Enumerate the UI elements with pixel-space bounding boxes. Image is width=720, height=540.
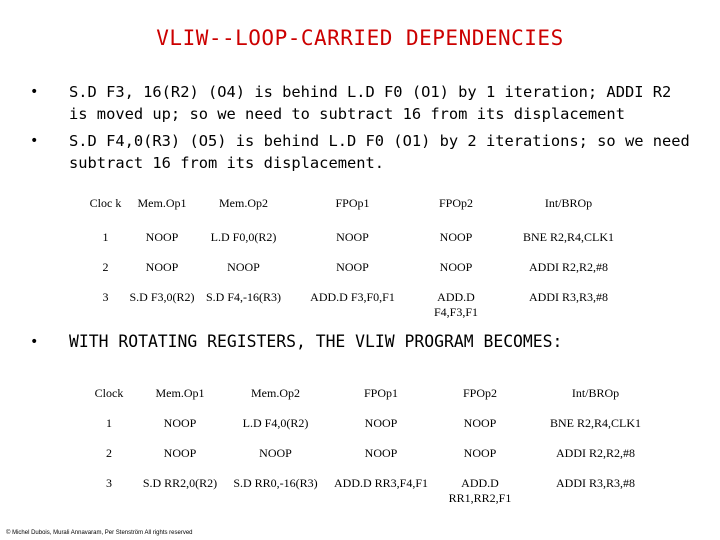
header-cell: Cloc k bbox=[89, 196, 122, 210]
schedule-table-rotating bbox=[84, 386, 668, 522]
table-row bbox=[84, 260, 640, 290]
header-cell: FPOp2 bbox=[462, 386, 497, 400]
header-cell: FPOp1 bbox=[335, 196, 370, 210]
table-cell: ADDI R2,R2,#8 bbox=[528, 260, 608, 274]
table-cell: ADDI R2,R2,#8 bbox=[555, 446, 635, 460]
table-cell: L.D F4,0(R2) bbox=[242, 416, 309, 430]
table-cell: 1 bbox=[106, 416, 112, 430]
table-cell: ADD.D RR3,F4,F1 bbox=[333, 476, 429, 490]
slide-title: VLIW--LOOP-CARRIED DEPENDENCIES bbox=[156, 26, 564, 50]
table-row bbox=[84, 416, 668, 446]
table-row bbox=[84, 446, 668, 476]
header-cell: Int/BROp bbox=[571, 386, 620, 400]
header-cell: Mem.Op1 bbox=[155, 386, 205, 400]
table-header-row bbox=[84, 196, 640, 230]
table-cell: ADD.D F4,F3,F1 bbox=[433, 290, 479, 319]
bullet-2 bbox=[30, 130, 690, 174]
table-cell: NOOP bbox=[145, 260, 179, 274]
bullet-2-text: S.D F4,0(R3) (O5) is behind L.D F0 (O1) by 2 iterations; so we need subtract 16 from its displacement. bbox=[69, 132, 690, 172]
table-cell: ADDI R3,R3,#8 bbox=[528, 290, 608, 304]
table-cell: 2 bbox=[106, 446, 112, 460]
header-cell: Mem.Op2 bbox=[219, 196, 268, 210]
table-cell: NOOP bbox=[463, 416, 497, 430]
table-row bbox=[84, 476, 668, 522]
header-cell: FPOp1 bbox=[363, 386, 398, 400]
table-cell: 3 bbox=[102, 290, 109, 304]
table-cell: NOOP bbox=[336, 230, 369, 244]
bullet-dot-icon: • bbox=[30, 334, 39, 350]
header-cell: Mem.Op1 bbox=[137, 196, 187, 210]
table-cell: NOOP bbox=[163, 446, 197, 460]
table-cell: ADDI R3,R3,#8 bbox=[555, 476, 635, 490]
table-cell: NOOP bbox=[439, 230, 473, 244]
table-row bbox=[84, 230, 640, 260]
bullet-1-text: S.D F3, 16(R2) (O4) is behind L.D F0 (O1) by 1 iteration; ADDI R2 is moved up; so we need to subtract 16 from its displacement bbox=[69, 83, 672, 123]
table-cell: BNE R2,R4,CLK1 bbox=[522, 230, 614, 244]
table-cell: S.D F3,0(R2) bbox=[129, 290, 195, 304]
table-cell: 3 bbox=[106, 476, 112, 490]
copyright-footer: © Michel Dubois, Murali Annavaram, Per Stenström All rights reserved bbox=[6, 530, 193, 536]
table-cell: NOOP bbox=[463, 446, 497, 460]
table-cell: S.D RR2,0(R2) bbox=[142, 476, 218, 490]
bullet-dot-icon: • bbox=[30, 84, 39, 100]
bullet-3 bbox=[30, 331, 690, 353]
table-cell: NOOP bbox=[439, 260, 473, 274]
header-cell: FPOp2 bbox=[438, 196, 473, 210]
table-cell: 2 bbox=[102, 260, 109, 274]
table-cell: NOOP bbox=[364, 416, 398, 430]
table-cell: BNE R2,R4,CLK1 bbox=[549, 416, 641, 430]
table-cell: NOOP bbox=[364, 446, 398, 460]
header-cell: Mem.Op2 bbox=[251, 386, 300, 400]
table-cell: S.D F4,-16(R3) bbox=[205, 290, 281, 304]
table-cell: NOOP bbox=[259, 446, 292, 460]
bullet-dot-icon: • bbox=[30, 133, 39, 149]
schedule-table-original bbox=[84, 196, 640, 330]
bullet-1 bbox=[30, 81, 690, 125]
table-cell: NOOP bbox=[227, 260, 260, 274]
table-cell: 1 bbox=[102, 230, 109, 244]
table-header-row bbox=[84, 386, 668, 416]
header-cell: Int/BROp bbox=[544, 196, 593, 210]
table-cell: S.D RR0,-16(R3) bbox=[233, 476, 318, 490]
table-row bbox=[84, 290, 640, 330]
bullet-3-text: WITH ROTATING REGISTERS, THE VLIW PROGRAM BECOMES: bbox=[69, 332, 563, 351]
table-cell: ADD.D F3,F0,F1 bbox=[310, 290, 395, 304]
table-cell: NOOP bbox=[336, 260, 369, 274]
table-cell: NOOP bbox=[145, 230, 179, 244]
table-cell: NOOP bbox=[163, 416, 197, 430]
header-cell: Clock bbox=[94, 386, 124, 400]
table-cell: L.D F0,0(R2) bbox=[210, 230, 277, 244]
table-cell: ADD.D RR1,RR2,F1 bbox=[448, 476, 512, 505]
